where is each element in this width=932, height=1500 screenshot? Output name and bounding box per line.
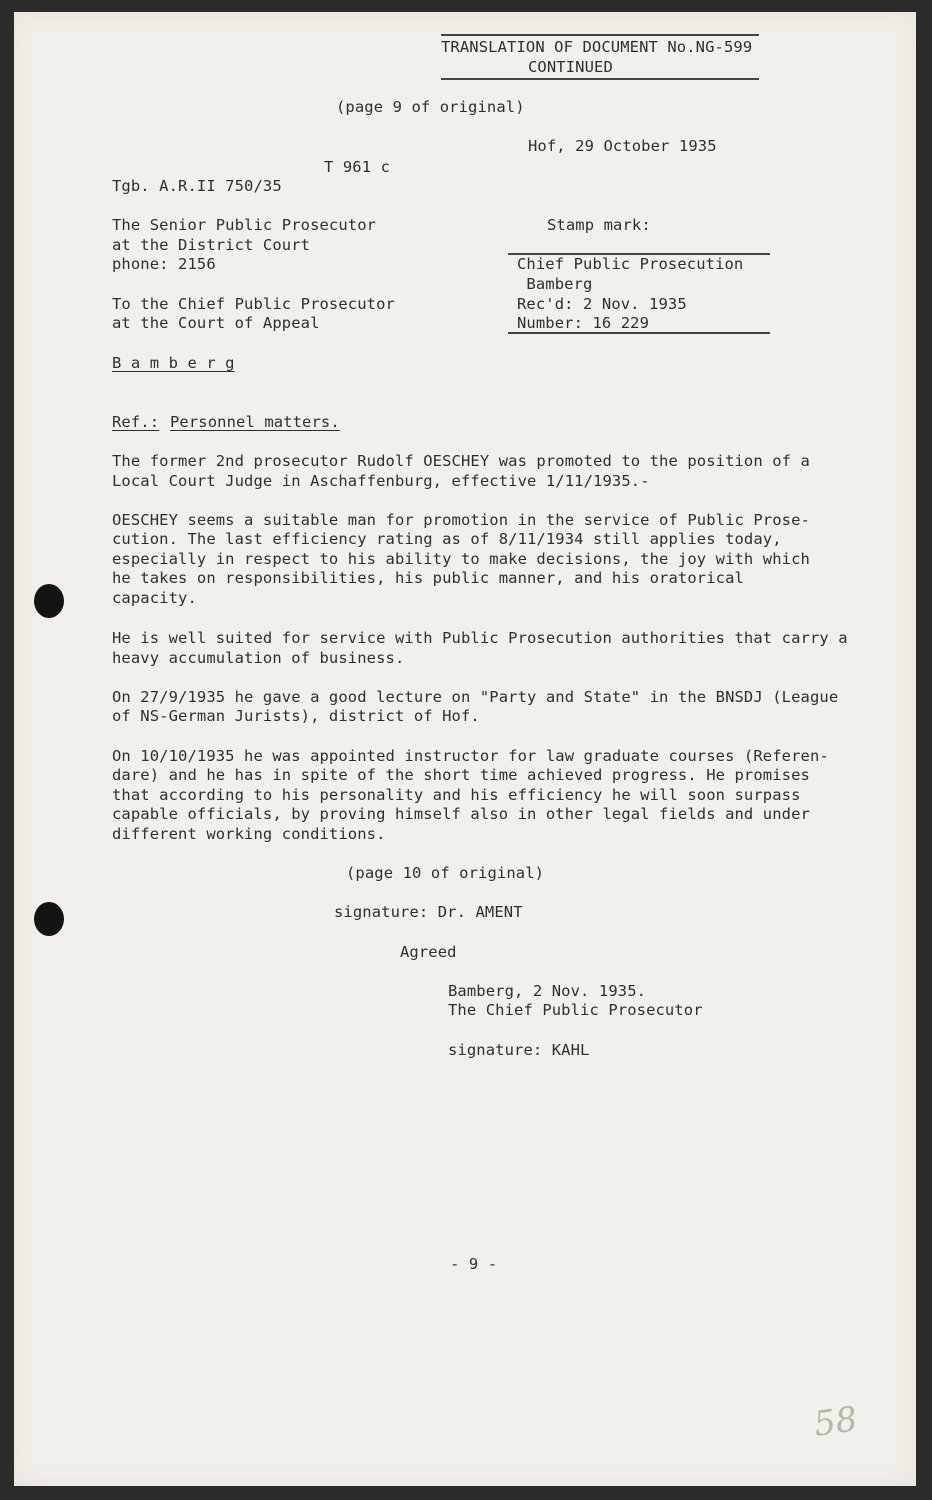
signature-ament: signature: Dr. AMENT [334,903,523,921]
folio-number: 58 [811,1399,860,1445]
document-page [14,12,916,1486]
recipient-line: at the Court of Appeal [112,314,320,332]
file-reference: T 961 c [324,158,391,176]
body-line: especially in respect to his ability to make decisions, the joy with which [112,550,810,568]
page-reference-top: (page 9 of original) [336,98,525,116]
body-line: On 10/10/1935 he was appointed instructor for law graduate courses (Referen- [112,747,829,765]
reference-text: Personnel matters. [170,413,340,431]
body-line: different working conditions. [112,825,386,843]
body-line: of NS-German Jurists), district of Hof. [112,707,480,725]
reference-label: Ref.: [112,413,160,431]
punch-hole [34,902,64,936]
journal-number: Tgb. A.R.II 750/35 [112,177,282,195]
punch-hole [34,584,64,618]
closing-line: The Chief Public Prosecutor [448,1001,703,1019]
body-line: that according to his personality and his efficiency he will soon surpass [112,786,801,804]
header-bottom-rule [441,78,759,80]
body-line: OESCHEY seems a suitable man for promotion in the service of Public Prose- [112,511,810,529]
continued-label: CONTINUED [528,58,613,76]
body-line: The former 2nd prosecutor Rudolf OESCHEY was promoted to the position of a [112,452,810,470]
page-reference-bottom: (page 10 of original) [346,864,545,882]
translation-header: TRANSLATION OF DOCUMENT No.NG-599 [441,38,753,56]
recipient-line: To the Chief Public Prosecutor [112,295,395,313]
signature-kahl: signature: KAHL [448,1041,590,1059]
body-line: capable officials, by proving himself also in other legal fields and under [112,805,810,823]
stamp-line: Chief Public Prosecution [517,255,744,273]
addressee-city: B a m b e r g [112,354,235,372]
place-date: Hof, 29 October 1935 [528,137,717,155]
stamp-line: Bamberg [517,275,593,293]
body-line: he takes on responsibilities, his public manner, and his oratorical [112,569,744,587]
stamp-line: Rec'd: 2 Nov. 1935 [517,295,687,313]
body-line: Local Court Judge in Aschaffenburg, effective 1/11/1935.- [112,472,650,490]
body-line: On 27/9/1935 he gave a good lecture on "Party and State" in the BNSDJ (League [112,688,839,706]
body-line: capacity. [112,589,197,607]
sender-line: at the District Court [112,236,311,254]
stamp-line: Number: 16 229 [517,314,650,332]
body-line: dare) and he has in spite of the short time achieved progress. He promises [112,766,810,784]
body-line: cution. The last efficiency rating as of 8/11/1934 still applies today, [112,530,782,548]
closing-line: Bamberg, 2 Nov. 1935. [448,982,647,1000]
stamp-label: Stamp mark: [547,216,651,234]
header-top-rule [441,34,759,36]
page-number: - 9 - [450,1255,498,1273]
sender-line: phone: 2156 [112,255,216,273]
body-line: He is well suited for service with Public Prosecution authorities that carry a [112,629,848,647]
stamp-bottom-rule [508,332,770,334]
sender-line: The Senior Public Prosecutor [112,216,377,234]
agreed-label: Agreed [400,943,457,961]
body-line: heavy accumulation of business. [112,649,405,667]
